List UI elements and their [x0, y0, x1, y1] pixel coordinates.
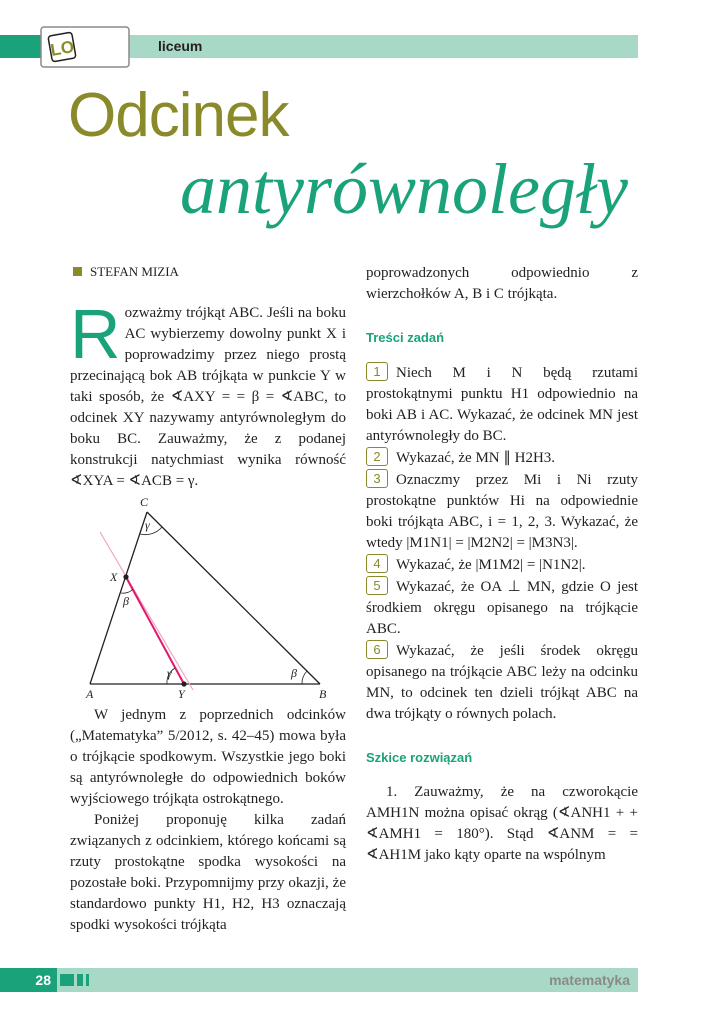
task-number-1: 1: [366, 362, 388, 381]
author-name: STEFAN MIZIA: [90, 264, 179, 279]
paragraph-1: W jednym z poprzednich odcinków („Matematyka” 5/2012, s. 42–45) mowa była o trójkącie spodkowym. Wszystkie jego boki są antyrównoległe do odpowiednich boków wyjściowego trójkąta ostrokątnego.: [70, 707, 346, 807]
svg-text:LO: LO: [48, 37, 76, 60]
footer-bar: [0, 968, 638, 992]
header-accent: [0, 35, 42, 58]
label-beta-b: β: [291, 666, 297, 680]
author: [73, 264, 179, 280]
triangle-figure: [70, 492, 346, 702]
antiparallel-segment-xy: [126, 577, 184, 684]
right-column: [366, 263, 638, 866]
solution-1-text: 1. Zauważmy, że na czworokącie AMH1N można opisać okrąg (∢ANH1 + + ∢AMH1 = 180°). Stąd ∢ANM = = ∢AH1M jako kąty oparte na wspólnym: [366, 784, 638, 863]
point-y: [181, 681, 186, 686]
drop-cap: R: [70, 295, 121, 373]
page-number: 28: [0, 968, 57, 992]
task-2: [366, 447, 638, 469]
title-line-1: Odcinek: [68, 81, 289, 150]
left-column-text: [70, 705, 346, 936]
label-a: A: [86, 687, 94, 701]
label-x: X: [110, 570, 118, 584]
intro-text: ozważmy trójkąt ABC. Jeśli na boku AC wybierzemy dowolny punkt X i poprowadzimy przez niego prostą przecinającą bok AB trójkąta w punkcie Y w taki sposób, że ∢AXY = = β = ∢ABC, to odcinek XY nazywamy antyrównoległym do boku BC. Zauważmy, że z podanej konstrukcji natychmiast wynika równość ∢XYA = ∢ACB = γ.: [70, 305, 346, 489]
label-y: Y: [178, 687, 185, 701]
task-1: [366, 362, 638, 447]
task-text-1: Niech M i N będą rzutami prostokątnymi punktu H1 odpowiednio na boki AB i AC. Wykazać, że odcinek MN jest antyrównoległy do BC.: [366, 365, 638, 444]
label-gamma-c: γ: [145, 518, 150, 532]
task-number-6: 6: [366, 640, 388, 659]
angle-arc-x: [121, 589, 133, 593]
footer-deco-3: [86, 974, 89, 986]
task-number-5: 5: [366, 576, 388, 595]
task-4: [366, 554, 638, 576]
paragraph-2: Poniżej proponuję kilka zadań związanych z odcinkiem, którego końcami są rzuty prostokątne spodka wysokości na pozostałe boki. Przypomnijmy przy okazji, że standardowo punkty H1, H2, H3 oznaczają spodki wysokości trójkąta: [70, 812, 346, 933]
title-line-2: antyrównoległy: [180, 149, 628, 229]
task-6: [366, 640, 638, 725]
label-b: B: [319, 687, 327, 701]
task-text-3: Oznaczmy przez Mi i Ni rzuty prostokątne punktów Hi na odpowiednie boki trójkąta ABC, i = 1, 2, 3. Wykazać, że wtedy |M1N1| = |M2N2| = |M3N3|.: [366, 472, 638, 551]
magazine-name: matematyka: [549, 972, 630, 988]
label-gamma-y: γ: [167, 666, 172, 680]
task-text-4: Wykazać, że |M1M2| = |N1N2|.: [396, 557, 586, 573]
label-beta-x: β: [123, 594, 129, 608]
right-intro: poprowadzonych odpowiednio z wierzchołków A, B i C trójkąta.: [366, 265, 638, 302]
angle-arc-b: [302, 671, 307, 684]
tasks-heading: Treści zadań: [366, 330, 445, 345]
task-3: [366, 469, 638, 554]
liceum-logo-icon: [40, 26, 130, 68]
label-c: C: [140, 495, 149, 509]
task-text-6: Wykazać, że jeśli środek okręgu opisanego na trójkącie ABC leży na odcinku MN, to odcinek ten dzieli trójkąt ABC na dwa trójkąty o równych polach.: [366, 643, 638, 722]
task-number-4: 4: [366, 554, 388, 573]
footer-deco-2: [77, 974, 83, 986]
section-label: liceum: [158, 38, 203, 54]
task-5: [366, 576, 638, 640]
angle-arc-c: [140, 527, 162, 535]
solutions-heading: Szkice rozwiązań: [366, 750, 473, 765]
task-text-2: Wykazać, że MN ∥ H2H3.: [396, 450, 556, 466]
task-number-2: 2: [366, 447, 388, 466]
author-bullet-icon: [73, 267, 82, 276]
task-text-5: Wykazać, że OA ⊥ MN, gdzie O jest środkiem okręgu opisanego na trójkącie ABC.: [366, 579, 638, 637]
footer-deco-1: [60, 974, 74, 986]
task-number-3: 3: [366, 469, 388, 488]
intro-paragraph: [70, 295, 346, 492]
point-x: [123, 574, 128, 579]
side-bc: [147, 512, 320, 684]
